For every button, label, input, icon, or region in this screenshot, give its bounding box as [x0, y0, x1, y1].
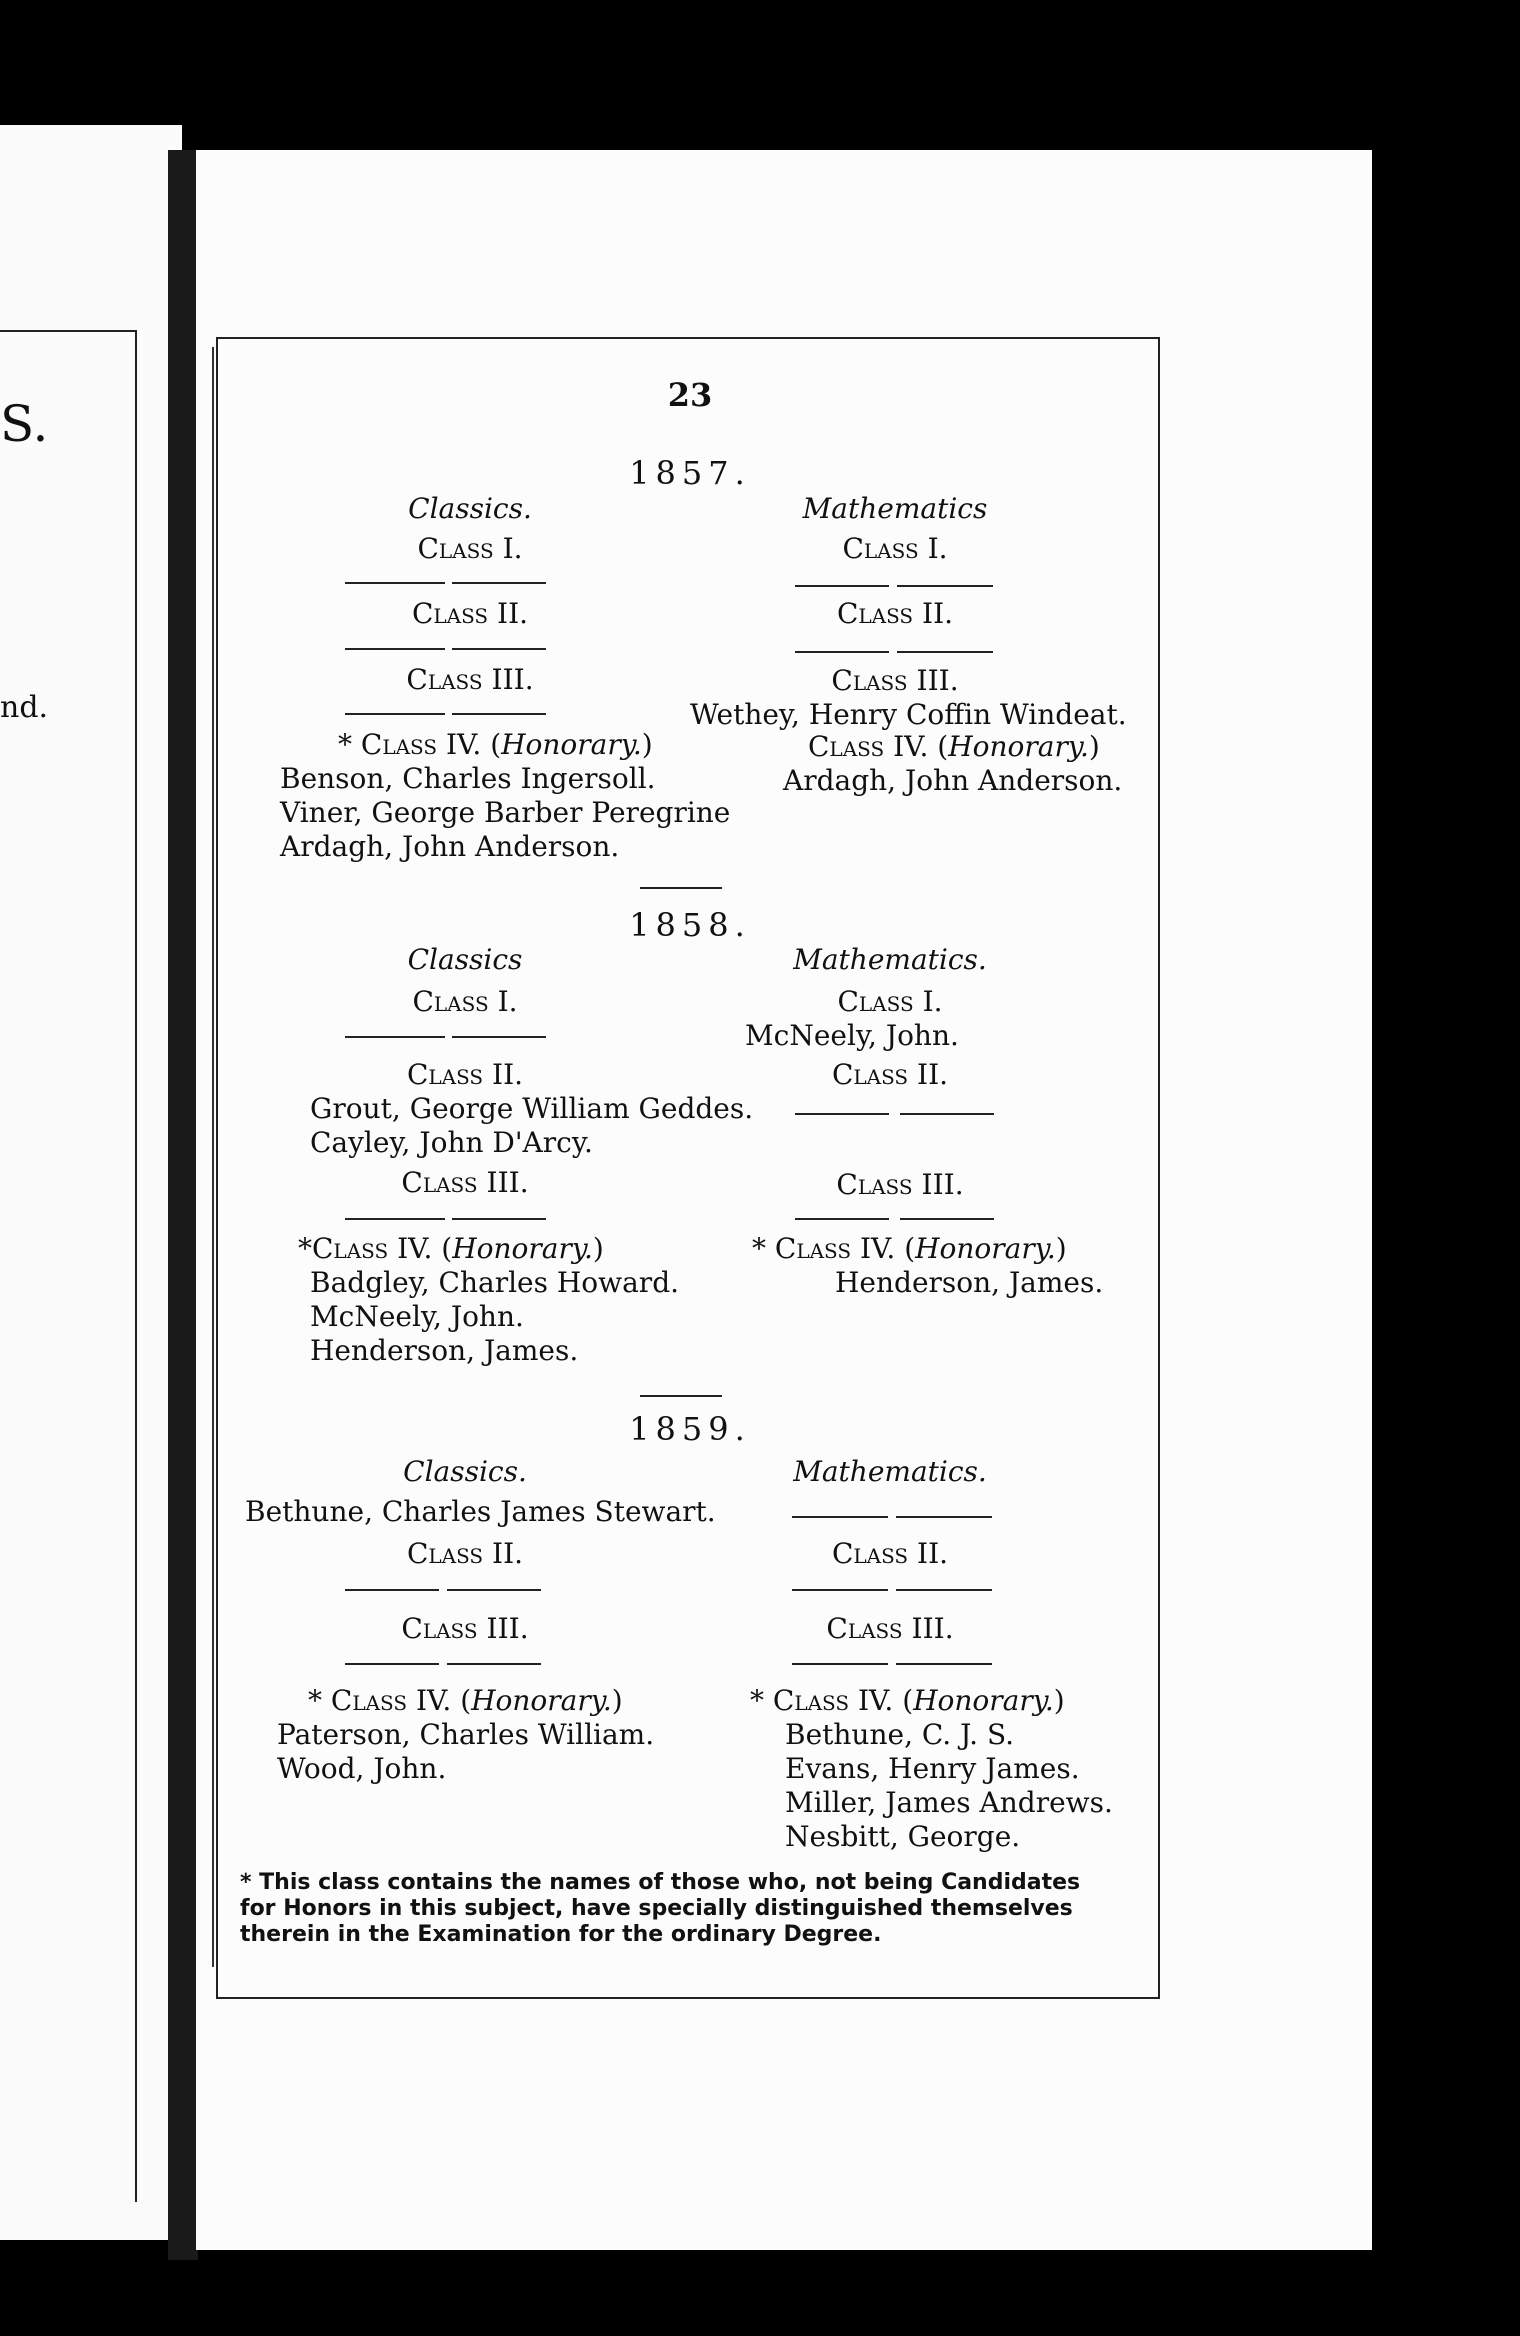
- name-entry: Henderson, James.: [835, 1266, 1104, 1299]
- divider: [792, 1663, 888, 1665]
- divider: [795, 585, 889, 587]
- left-page-glyph-top: S.: [0, 395, 49, 453]
- book-gutter: [168, 150, 198, 2260]
- divider: [900, 1218, 994, 1220]
- classics-class2-1859: Class II.: [406, 1537, 524, 1570]
- name-entry: Paterson, Charles William.: [277, 1718, 655, 1751]
- divider: [896, 1663, 992, 1665]
- name-entry: Grout, George William Geddes.: [310, 1092, 754, 1125]
- divider: [345, 648, 445, 650]
- mathematics-heading-1858: Mathematics.: [793, 943, 987, 976]
- mathematics-class3-1859: Class III.: [826, 1612, 954, 1645]
- divider: [792, 1589, 888, 1591]
- divider: [795, 651, 889, 653]
- classics-class2-1857: Class II.: [411, 597, 529, 630]
- year-1857: 1857.: [629, 454, 751, 492]
- classics-class1-1857: Class I.: [417, 532, 523, 565]
- divider: [345, 582, 445, 584]
- divider: [897, 585, 993, 587]
- divider: [896, 1589, 992, 1591]
- classics-class1-1858: Class I.: [412, 985, 518, 1018]
- divider: [345, 713, 445, 715]
- divider: [897, 651, 993, 653]
- divider: [447, 1589, 541, 1591]
- divider: [452, 648, 546, 650]
- name-entry: Bethune, C. J. S.: [785, 1718, 1015, 1751]
- name-entry: Benson, Charles Ingersoll.: [280, 762, 656, 795]
- section-rule: [640, 887, 722, 889]
- name-entry: McNeely, John.: [310, 1300, 524, 1333]
- name-entry: Viner, George Barber Peregrine: [280, 796, 731, 829]
- mathematics-class1-1858: Class I.: [837, 985, 943, 1018]
- divider: [345, 1218, 445, 1220]
- year-1858: 1858.: [629, 906, 751, 944]
- mathematics-class2-1859: Class II.: [831, 1537, 949, 1570]
- name-entry: Nesbitt, George.: [785, 1820, 1021, 1853]
- classics-class4-1857: * Class IV. (Honorary.): [338, 728, 653, 761]
- divider: [345, 1036, 445, 1038]
- mathematics-class2-1858: Class II.: [831, 1058, 949, 1091]
- name-entry: Miller, James Andrews.: [785, 1786, 1113, 1819]
- name-entry: Wethey, Henry Coffin Windeat.: [690, 698, 1127, 731]
- name-entry: McNeely, John.: [745, 1019, 959, 1052]
- mathematics-class4-1858: * Class IV. (Honorary.): [752, 1232, 1067, 1265]
- classics-heading-1858: Classics: [407, 943, 523, 976]
- classics-class3-1857: Class III.: [406, 663, 534, 696]
- divider: [452, 1036, 546, 1038]
- name-entry: Henderson, James.: [310, 1334, 579, 1367]
- mathematics-heading-1859: Mathematics.: [793, 1455, 987, 1488]
- divider: [345, 1589, 439, 1591]
- classics-heading-1859: Classics.: [403, 1455, 527, 1488]
- name-entry: Cayley, John D'Arcy.: [310, 1126, 593, 1159]
- classics-heading-1857: Classics.: [408, 492, 532, 525]
- classics-class4-1858: *Class IV. (Honorary.): [298, 1232, 604, 1265]
- mathematics-class2-1857: Class II.: [836, 597, 954, 630]
- divider: [896, 1516, 992, 1518]
- classics-class4-1859: * Class IV. (Honorary.): [308, 1684, 623, 1717]
- mathematics-class1-1857: Class I.: [842, 532, 948, 565]
- divider: [452, 713, 546, 715]
- year-1859: 1859.: [629, 1410, 751, 1448]
- divider: [795, 1113, 889, 1115]
- name-entry: Bethune, Charles James Stewart.: [245, 1495, 716, 1528]
- page-number: 23: [667, 376, 713, 414]
- name-entry: Wood, John.: [277, 1752, 447, 1785]
- divider: [795, 1218, 889, 1220]
- footnote: * This class contains the names of those who, not being Candidates for Honors in this subject, have specially distinguished themselves therein in the Examination for the ordinary Degree.: [240, 1870, 1081, 1947]
- name-entry: Evans, Henry James.: [785, 1752, 1080, 1785]
- divider: [900, 1113, 994, 1115]
- name-entry: Ardagh, John Anderson.: [783, 764, 1123, 797]
- left-page-frame: [0, 330, 137, 2202]
- name-entry: Ardagh, John Anderson.: [280, 830, 620, 863]
- mathematics-class3-1857: Class III.: [831, 664, 959, 697]
- classics-class3-1859: Class III.: [401, 1612, 529, 1645]
- name-entry: Badgley, Charles Howard.: [310, 1266, 680, 1299]
- left-page-glyph-bottom: nd.: [0, 690, 49, 725]
- classics-class3-1858: Class III.: [401, 1166, 529, 1199]
- divider: [452, 582, 546, 584]
- mathematics-class3-1858: Class III.: [836, 1168, 964, 1201]
- mathematics-class4-1857: Class IV. (Honorary.): [808, 730, 1100, 763]
- divider: [345, 1663, 439, 1665]
- mathematics-class4-1859: * Class IV. (Honorary.): [750, 1684, 1065, 1717]
- divider: [452, 1218, 546, 1220]
- section-rule: [640, 1395, 722, 1397]
- divider: [447, 1663, 541, 1665]
- divider: [792, 1516, 888, 1518]
- classics-class2-1858: Class II.: [406, 1058, 524, 1091]
- mathematics-heading-1857: Mathematics: [802, 492, 988, 525]
